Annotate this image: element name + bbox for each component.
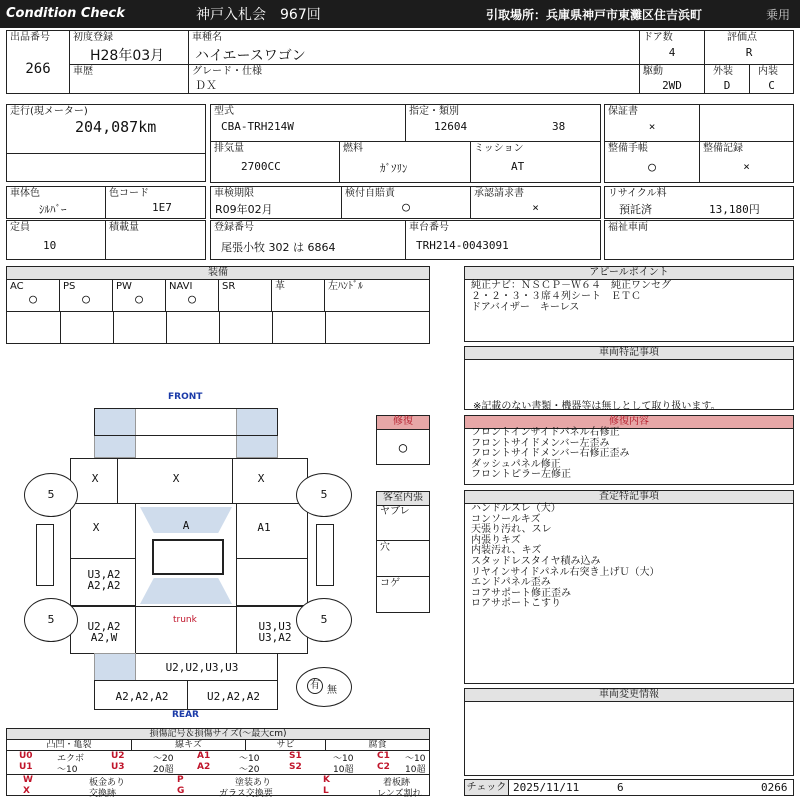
first-reg-value: H28年03月 <box>90 48 165 64</box>
repair-line: フロントサイドメンバー左歪み <box>471 437 610 449</box>
interior-title: 客室内張 <box>377 492 429 506</box>
equip-label-navi: NAVI <box>169 281 193 292</box>
tire-fl-score: 5 <box>47 488 55 501</box>
warranty-label: 保証書 <box>608 106 638 117</box>
code-x-desc: 交換跡 <box>89 789 117 799</box>
special-note: ※記載のない書類・機器等は無しとして取り扱います。 <box>473 401 721 412</box>
code-a2-desc: ～20 <box>239 765 260 775</box>
pickup-location: 引取場所：兵庫県神戸市東灘区住吉浜町 <box>486 8 703 22</box>
lot-box <box>6 30 70 94</box>
chassis-box <box>405 220 601 260</box>
code-l-desc: レンズ割れ <box>377 789 422 799</box>
interior-row-tear <box>377 505 429 541</box>
appeal-box <box>464 266 794 342</box>
trunk-lid <box>135 606 237 654</box>
color-code-value: 1E7 <box>152 201 172 214</box>
equip-cell-ac <box>7 280 60 312</box>
legend-others <box>7 774 429 799</box>
code-w-desc: 板金あり <box>89 778 126 788</box>
repair-box <box>464 415 794 485</box>
tire-rr-score: 5 <box>320 613 328 626</box>
equip-label-sr: SR <box>222 281 236 292</box>
legend-group-dent: 凸凹・亀裂 <box>7 740 132 751</box>
equip-label-pw: PW <box>116 281 132 292</box>
equip-cell-lhd <box>325 280 429 312</box>
door-front-right <box>236 503 308 559</box>
tire-front-left <box>24 473 78 517</box>
inspect-text <box>471 504 660 610</box>
equip-cell-sr <box>219 280 272 312</box>
first-reg-label: 初度登録 <box>73 32 113 43</box>
score-box <box>704 30 794 65</box>
rear-bumper-code: U2,U2,U3,U3 <box>165 661 239 674</box>
equip-value-ac: ○ <box>29 292 37 307</box>
displacement-value: 2700CC <box>241 160 281 173</box>
code-p-desc: 塗装あり <box>235 778 272 788</box>
rear-window <box>140 578 232 604</box>
code-l: L <box>323 786 329 796</box>
self-insp-box <box>341 186 471 219</box>
chassis-value: TRH214-0043091 <box>416 239 509 252</box>
warranty-extra-box <box>699 104 794 142</box>
legend-group-rust: サビ <box>246 740 326 751</box>
quarter-rr-code: U3,U3 U3,A2 <box>258 620 292 644</box>
spare-none: 無 <box>327 685 337 696</box>
rear-label: REAR <box>172 710 199 720</box>
appeal-text <box>471 280 671 313</box>
code-u2: U2 <box>111 751 125 761</box>
door-fl-code: X <box>92 521 100 534</box>
approval-label: 承認請求書 <box>474 188 524 199</box>
inspect-line: ハンドルスレ（大） <box>471 503 561 514</box>
doors-label: ドア数 <box>643 32 673 43</box>
code-u2-desc: ～20 <box>153 754 174 764</box>
reg-no-value: 尾張小牧 302 は 6864 <box>221 241 336 254</box>
repair-mark-box <box>376 415 430 465</box>
category-number-value: 38 <box>552 120 566 133</box>
interior-row-label: コゲ <box>380 578 400 589</box>
color-value: ｼﾙﾊﾞｰ <box>39 203 67 216</box>
record-label: 整備記録 <box>703 143 743 154</box>
record-value: × <box>743 160 750 173</box>
capacity-label: 定員 <box>10 222 30 233</box>
code-k-desc: 着板跡 <box>383 778 411 788</box>
equip-label-lhd: 左ﾊﾝﾄﾞﾙ <box>328 281 363 292</box>
interior-row-label: 穴 <box>380 542 390 553</box>
inspect-line: 天張り汚れ、スレ <box>471 524 552 536</box>
interior-row-hole <box>377 541 429 577</box>
score-value: R <box>745 46 753 59</box>
record-box <box>699 141 794 183</box>
check-number: 0266 <box>761 781 788 794</box>
equipment-grid <box>7 280 429 343</box>
tire-front-right <box>296 473 352 517</box>
lot-number: 266 <box>25 61 51 77</box>
lot-label: 出品番号 <box>10 32 50 43</box>
history-box <box>69 64 189 94</box>
designation-box <box>405 104 601 142</box>
interior-value: C <box>768 79 775 92</box>
category-tag: 乗用 <box>766 8 791 22</box>
inspect-line: スタッドレスタイヤ積み込み <box>471 555 601 567</box>
change-box <box>464 688 794 776</box>
rear-panel-right <box>187 680 278 710</box>
header-bar <box>0 0 800 28</box>
code-s1: S1 <box>289 751 302 761</box>
inspection-value: R09年02月 <box>215 203 273 216</box>
displacement-label: 排気量 <box>214 143 244 154</box>
repair-text <box>471 428 630 481</box>
side-step-right <box>316 524 334 586</box>
approval-value: × <box>532 201 539 214</box>
roof-panel <box>152 539 224 575</box>
reg-no-box <box>210 220 406 260</box>
recycle-status: 預託済 <box>619 203 652 216</box>
color-label: 車体色 <box>10 188 40 199</box>
code-c1-desc: ～10 <box>405 754 426 764</box>
door-fr-code: A1 <box>257 521 271 534</box>
code-w: W <box>23 775 33 785</box>
code-s2-desc: 10超 <box>333 765 354 775</box>
door-front-left <box>70 503 136 559</box>
code-s2: S2 <box>289 762 302 772</box>
interior-row-burn <box>377 577 429 612</box>
legend-codes <box>7 751 429 773</box>
doors-box <box>639 30 705 65</box>
code-s1-desc: ～10 <box>333 754 354 764</box>
inspection-box <box>210 186 342 219</box>
drive-box <box>639 64 705 94</box>
equip-cell-navi <box>166 280 219 312</box>
door-rl-code: U3,A2 A2,A2 <box>87 568 121 592</box>
equip-value-ps: ○ <box>82 292 90 307</box>
appeal-line: 純正ナビ：ＮＳＣＰ－Ｗ６４ 純正ワンセグ <box>471 280 671 291</box>
repair-line: ダッシュパネル修正 <box>471 458 561 470</box>
appeal-line: ドアバイザー キーレス <box>471 302 580 313</box>
grade-label: グレード・仕様 <box>192 66 262 77</box>
approval-box <box>470 186 601 219</box>
door-rear-right <box>236 558 308 606</box>
hood <box>117 458 233 504</box>
equip-label-ac: AC <box>10 281 24 292</box>
code-g: G <box>177 786 185 796</box>
first-reg-box <box>69 30 189 65</box>
code-u1-desc: ～10 <box>57 765 78 775</box>
mission-value: AT <box>511 160 525 173</box>
repair-mark-title: 修復 <box>377 416 429 430</box>
door-rear-left <box>70 558 136 606</box>
interior-row-label: ヤブレ <box>380 506 410 517</box>
inspect-line: コンソールキズ <box>471 513 541 525</box>
displacement-box <box>210 141 340 183</box>
code-u3-desc: 20超 <box>153 765 174 775</box>
mileage-box <box>6 104 206 154</box>
capacity-value: 10 <box>43 239 57 252</box>
fender-fr-code: X <box>257 472 265 485</box>
model-box <box>210 104 406 142</box>
inspect-line: コアサポート修正歪み <box>471 587 571 599</box>
inspect-line: エンドパネル歪み <box>471 577 551 589</box>
color-code-label: 色コード <box>109 188 149 199</box>
equip-cell-ps <box>60 280 113 312</box>
hood-code: X <box>172 472 180 485</box>
repair-line: フロントインサイドパネル右修正 <box>471 427 620 438</box>
drive-label: 駆動 <box>643 66 663 77</box>
interior-panel <box>376 491 430 613</box>
tire-rear-right <box>296 598 352 642</box>
designation-label: 指定・類別 <box>409 106 459 117</box>
repair-line: フロントサイドメンバー右修正歪み <box>471 448 630 460</box>
fuel-label: 燃料 <box>343 143 363 154</box>
code-u3: U3 <box>111 762 125 772</box>
code-p: P <box>177 775 184 785</box>
code-a1: A1 <box>197 751 211 761</box>
exterior-label: 外装 <box>713 66 733 77</box>
tire-rl-score: 5 <box>47 613 55 626</box>
special-box <box>464 346 794 410</box>
equip-cell-leather <box>272 280 325 312</box>
grade-box <box>188 64 640 94</box>
code-x: X <box>23 786 30 796</box>
fender-fl-code: X <box>91 472 99 485</box>
color-code-box <box>105 186 206 219</box>
recycle-label: リサイクル料 <box>608 188 667 199</box>
designation-value: 12604 <box>434 120 468 133</box>
check-label: チェック <box>465 780 509 795</box>
car-name-value: ハイエースワゴン <box>195 48 306 64</box>
manual-value: ○ <box>648 160 656 175</box>
exterior-value: D <box>723 79 731 92</box>
history-label: 車歴 <box>73 66 93 77</box>
tire-fr-score: 5 <box>320 488 328 501</box>
quarter-rl-code: U2,A2 A2,W <box>87 620 121 644</box>
warranty-value: × <box>648 120 656 133</box>
recycle-fee: 13,180円 <box>709 203 760 216</box>
mission-box <box>470 141 601 183</box>
code-u0: U0 <box>19 751 33 761</box>
warranty-box <box>604 104 700 142</box>
equip-value-pw: ○ <box>135 292 143 307</box>
appeal-title: アピールポイント <box>465 267 793 280</box>
legend-group-scratch: 線キズ <box>132 740 246 751</box>
equip-cell-pw <box>113 280 166 312</box>
inspect-line: ロアサポートこすり <box>471 598 561 610</box>
damage-legend <box>6 728 430 799</box>
quarter-rear-left <box>70 606 136 654</box>
equip-label-ps: PS <box>63 281 76 292</box>
code-a2: A2 <box>197 762 211 772</box>
inspect-line: 内張りキズ <box>471 534 521 546</box>
code-c2: C2 <box>377 762 390 772</box>
rear-panel-right-code: U2,A2,A2 <box>207 690 260 703</box>
front-bumper <box>94 408 278 436</box>
interior-box <box>749 64 794 94</box>
manual-box <box>604 141 700 183</box>
taillight-left <box>94 653 136 681</box>
welfare-box <box>604 220 794 260</box>
mileage-label: 走行(現メーター) <box>10 106 88 117</box>
spare-tire <box>296 667 352 707</box>
inspect-line: 内装汚れ、キズ <box>471 545 542 557</box>
inspection-label: 車検期限 <box>214 188 254 199</box>
car-name-label: 車種名 <box>192 32 222 43</box>
code-k: K <box>323 775 330 785</box>
auction-title: 神戸入札会 967回 <box>196 7 321 23</box>
inspect-box <box>464 490 794 684</box>
grade-value: ＤＸ <box>195 79 217 92</box>
special-title: 車両特記事項 <box>465 347 793 360</box>
code-a1-desc: ～10 <box>239 754 260 764</box>
chassis-label: 車台番号 <box>409 222 449 233</box>
fuel-box <box>339 141 471 183</box>
code-c1: C1 <box>377 751 390 761</box>
legend-title: 損傷記号＆損傷サイズ(～最大cm) <box>7 729 429 740</box>
drive-value: 2WD <box>662 79 682 92</box>
reg-no-label: 登録番号 <box>214 222 254 233</box>
doors-value: 4 <box>668 46 676 59</box>
car-name-box <box>188 30 640 65</box>
welfare-label: 福祉車両 <box>608 222 648 233</box>
app-title: Condition Check <box>6 6 125 21</box>
capacity-box <box>6 220 106 260</box>
code-g-desc: ガラス交換要 <box>219 789 273 799</box>
exterior-box <box>704 64 750 94</box>
rear-panel-left-code: A2,A2,A2 <box>115 690 169 703</box>
score-label: 評価点 <box>727 32 757 43</box>
equipment-table <box>6 266 430 344</box>
check-date: 2025/11/11 <box>513 781 580 794</box>
check-count: 6 <box>617 781 624 794</box>
mission-label: ミッション <box>474 143 524 154</box>
spare-mark: 有 <box>307 678 323 694</box>
appeal-line: ２・２・３・３席４列シート ＥＴＣ <box>471 291 641 302</box>
recycle-box <box>604 186 794 219</box>
change-title: 車両変更情報 <box>465 689 793 702</box>
repair-title: 修復内容 <box>465 416 793 429</box>
front-label: FRONT <box>168 392 203 402</box>
roof-code: A <box>182 519 190 532</box>
trunk-label: trunk <box>173 615 197 625</box>
load-box <box>105 220 206 260</box>
model-value: CBA-TRH214W <box>221 120 294 133</box>
check-row <box>464 779 794 796</box>
mileage-value: 204,087km <box>75 118 157 136</box>
equip-label-leather: 革 <box>275 281 285 292</box>
code-c2-desc: 10超 <box>405 765 426 775</box>
fuel-value: ｶﾞｿﾘﾝ <box>380 162 408 175</box>
side-step-left <box>36 524 54 586</box>
repair-mark-value: ○ <box>398 440 408 456</box>
equipment-title: 装備 <box>7 267 429 280</box>
rear-panel-left <box>94 680 188 710</box>
code-u1: U1 <box>19 762 33 772</box>
load-label: 積載量 <box>109 222 139 233</box>
color-box <box>6 186 106 219</box>
inspect-title: 査定特記事項 <box>465 491 793 504</box>
manual-label: 整備手帳 <box>608 143 648 154</box>
model-label: 型式 <box>214 106 234 117</box>
inspect-line: リヤインサイドパネル右突き上げＵ（大） <box>471 566 660 578</box>
repair-line: フロントピラー左修正 <box>471 469 571 481</box>
interior-label: 内装 <box>758 66 778 77</box>
tire-rear-left <box>24 598 78 642</box>
mileage-extra-box <box>6 153 206 182</box>
car-diagram <box>0 380 372 725</box>
self-insp-label: 検付自賠責 <box>345 188 395 199</box>
self-insp-value: ○ <box>402 200 410 215</box>
equip-value-navi: ○ <box>188 292 196 307</box>
code-u0-desc: エクボ <box>57 754 85 764</box>
legend-group-corrosion: 腐食 <box>326 740 429 751</box>
